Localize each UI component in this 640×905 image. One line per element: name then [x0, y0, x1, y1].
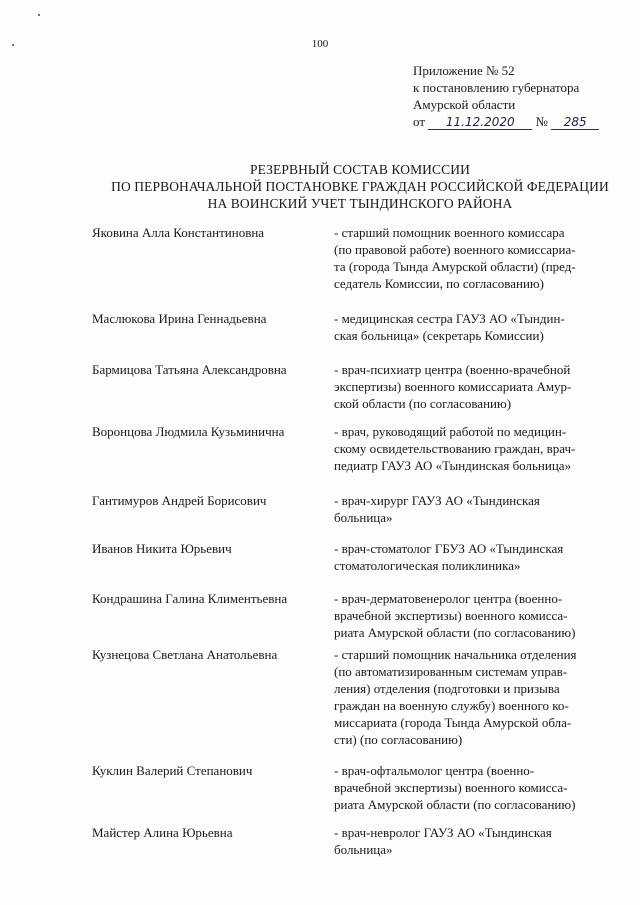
member-name: Иванов Никита Юрьевич: [92, 541, 232, 556]
document-title: [60, 161, 640, 212]
scan-speck: [38, 14, 40, 16]
appendix-title: Приложение № 52: [413, 63, 515, 78]
appendix-block: [413, 62, 633, 130]
member-row: [92, 310, 600, 344]
from-label: от: [413, 114, 426, 129]
member-row: [92, 492, 600, 526]
title-line-2: ПО ПЕРВОНАЧАЛЬНОЙ ПОСТАНОВКЕ ГРАЖДАН РОССИЙСКОЙ ФЕДЕРАЦИИ: [111, 179, 609, 194]
page-number: 100: [311, 38, 329, 50]
member-name: Кузнецова Светлана Анатольевна: [92, 647, 278, 662]
appendix-region: Амурской области: [413, 97, 516, 112]
member-role: - врач-стоматолог ГБУЗ АО «Тындинская стоматологическая поликлиника»: [334, 541, 564, 573]
order-line: [413, 113, 633, 130]
member-role: - врач-хирург ГАУЗ АО «Тындинская больница»: [334, 493, 540, 525]
member-role: - врач, руководящий работой по медицин- скому освидетельствованию граждан, врач- педиатр ГАУЗ АО «Тындинская больница»: [334, 424, 576, 473]
member-role: - врач-дерматовенеролог центра (военно- врачебной экспертизы) военного комисса- риата Амурской области (по согласованию): [334, 591, 576, 640]
member-name: Бармицова Татьяна Александровна: [92, 362, 287, 377]
member-role: - старший помощник начальника отделения (по автоматизированным системам управ- ления) отделения (подготовки и призыва граждан на военную службу) военного ко- миссариата (города Тында Амурской обла- сти) (по согласованию): [334, 647, 577, 747]
member-row: [92, 540, 600, 574]
order-number: 285: [551, 116, 599, 130]
member-name: Маслюкова Ирина Геннадьевна: [92, 311, 267, 326]
member-row: [92, 423, 600, 474]
member-role: - врач-психиатр центра (военно-врачебной экспертизы) военного комиссариата Амур- ской области (по согласованию): [334, 362, 572, 411]
title-line-3: НА ВОИНСКИЙ УЧЕТ ТЫНДИНСКОГО РАЙОНА: [207, 196, 513, 211]
member-role: - старший помощник военного комиссара (по правовой работе) военного комиссариа- та (города Тында Амурской области) (пред- седатель Комиссии, по согласованию): [334, 225, 576, 291]
member-role: - медицинская сестра ГАУЗ АО «Тындин- ская больница» (секретарь Комиссии): [334, 311, 565, 343]
member-name: Кондрашина Галина Климентьевна: [92, 591, 288, 606]
member-name: Воронцова Людмила Кузьминична: [92, 424, 285, 439]
member-name: Яковина Алла Константиновна: [92, 225, 265, 240]
member-row: [92, 646, 600, 748]
member-row: [92, 224, 600, 292]
member-role: - врач-невролог ГАУЗ АО «Тындинская больница»: [334, 825, 552, 857]
member-name: Майстер Алина Юрьевна: [92, 825, 233, 840]
member-name: Куклин Валерий Степанович: [92, 763, 253, 778]
member-row: [92, 762, 600, 813]
member-row: [92, 361, 600, 412]
appendix-reference: к постановлению губернатора: [413, 80, 580, 95]
order-date: 11.12.2020: [428, 116, 532, 130]
member-name: Гантимуров Андрей Борисович: [92, 493, 267, 508]
member-row: [92, 590, 600, 641]
member-role: - врач-офтальмолог центра (военно- врачебной экспертизы) военного комисса- риата Амурской области (по согласованию): [334, 763, 576, 812]
title-line-1: РЕЗЕРВНЫЙ СОСТАВ КОМИССИИ: [250, 162, 470, 177]
number-label: №: [535, 114, 548, 129]
member-row: [92, 824, 600, 858]
